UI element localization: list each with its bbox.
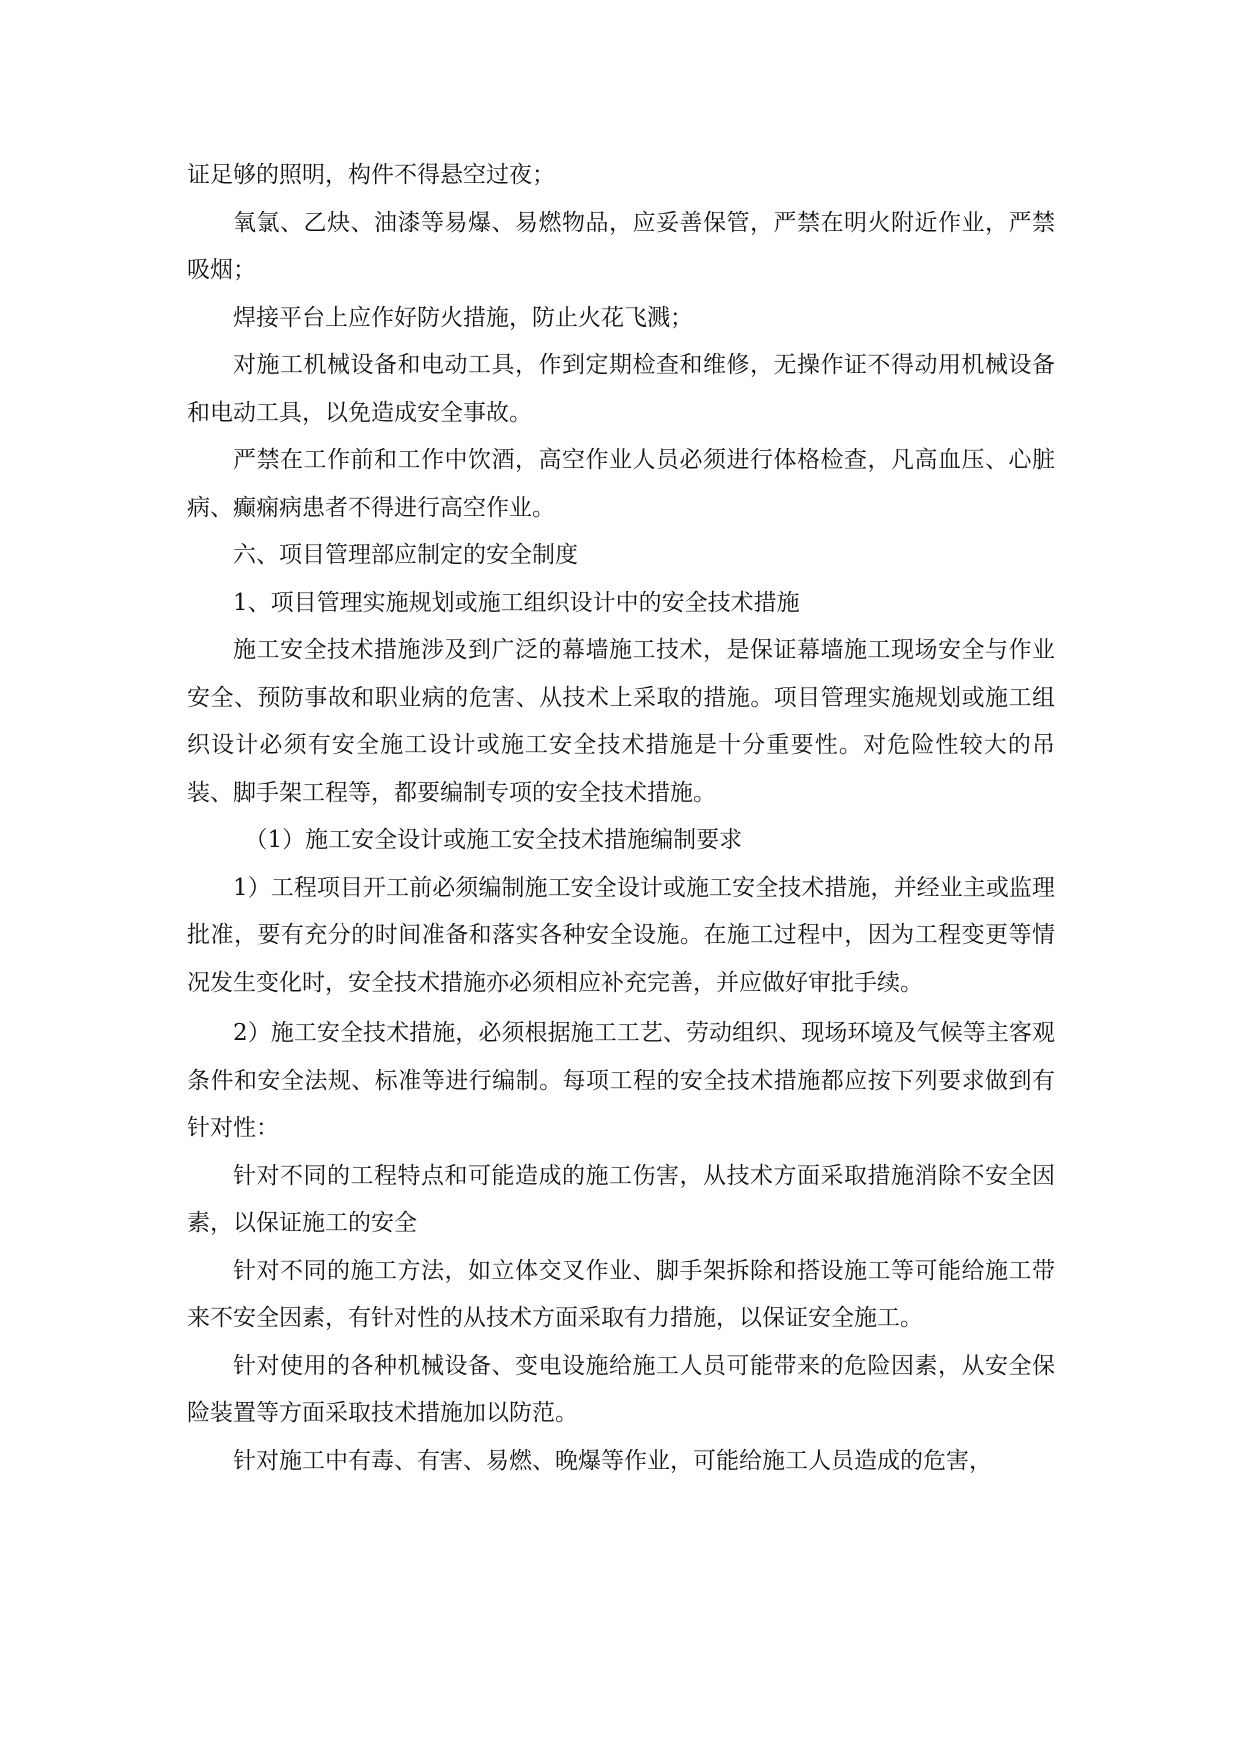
- paragraph: 1）工程项目开工前必须编制施工安全设计或施工安全技术措施，并经业主或监理批准，要有充分的时间准备和落实各种安全设施。在施工过程中，因为工程变更等情况发生变化时，安全技术措施亦必须相应补充完善，并应做好审批手续。: [187, 874, 1055, 996]
- paragraph: 针对不同的施工方法，如立体交叉作业、脚手架拆除和搭设施工等可能给施工带来不安全因素，有针对性的从技术方面采取有力措施，以保证安全施工。: [187, 1257, 1055, 1331]
- paragraph: 针对施工中有毒、有害、易燃、晚爆等作业，可能给施工人员造成的危害，: [233, 1447, 992, 1474]
- document-body: [187, 152, 1055, 1485]
- paragraph: 严禁在工作前和工作中饮酒，高空作业人员必须进行体格检查，凡高血压、心脏病、癫痫病患者不得进行高空作业。: [187, 447, 1055, 521]
- paragraph: 施工安全技术措施涉及到广泛的幕墙施工技术，是保证幕墙施工现场安全与作业安全、预防事故和职业病的危害、从技术上采取的措施。项目管理实施规划或施工组织设计必须有安全施工设计或施工安全技术措施是十分重要性。对危险性较大的吊装、脚手架工程等，都要编制专项的安全技术措施。: [187, 637, 1055, 806]
- paragraph: 焊接平台上应作好防火措施，防止火花飞溅；: [233, 304, 693, 331]
- paragraph: 证足够的照明，构件不得悬空过夜；: [187, 162, 555, 188]
- section-heading: 六、项目管理部应制定的安全制度: [233, 542, 578, 568]
- paragraph: 对施工机械设备和电动工具，作到定期检查和维修，无操作证不得动用机械设备和电动工具，以免造成安全事故。: [187, 352, 1055, 426]
- paragraph: 针对使用的各种机械设备、变电设施给施工人员可能带来的危险因素，从安全保险装置等方面采取技术措施加以防范。: [187, 1352, 1055, 1426]
- paragraph: 氧氯、乙炔、油漆等易爆、易燃物品，应妥善保管，严禁在明火附近作业，严禁吸烟；: [187, 209, 1055, 283]
- subsection-heading: 1、项目管理实施规划或施工组织设计中的安全技术措施: [233, 589, 800, 616]
- paragraph: 2）施工安全技术措施，必须根据施工工艺、劳动组织、现场环境及气候等主客观条件和安全法规、标准等进行编制。每项工程的安全技术措施都应按下列要求做到有针对性：: [187, 1020, 1055, 1141]
- subsection-heading: （1）施工安全设计或施工安全技术措施编制要求: [244, 827, 743, 853]
- paragraph: 针对不同的工程特点和可能造成的施工伤害，从技术方面采取措施消除不安全因素，以保证施工的安全: [187, 1162, 1055, 1236]
